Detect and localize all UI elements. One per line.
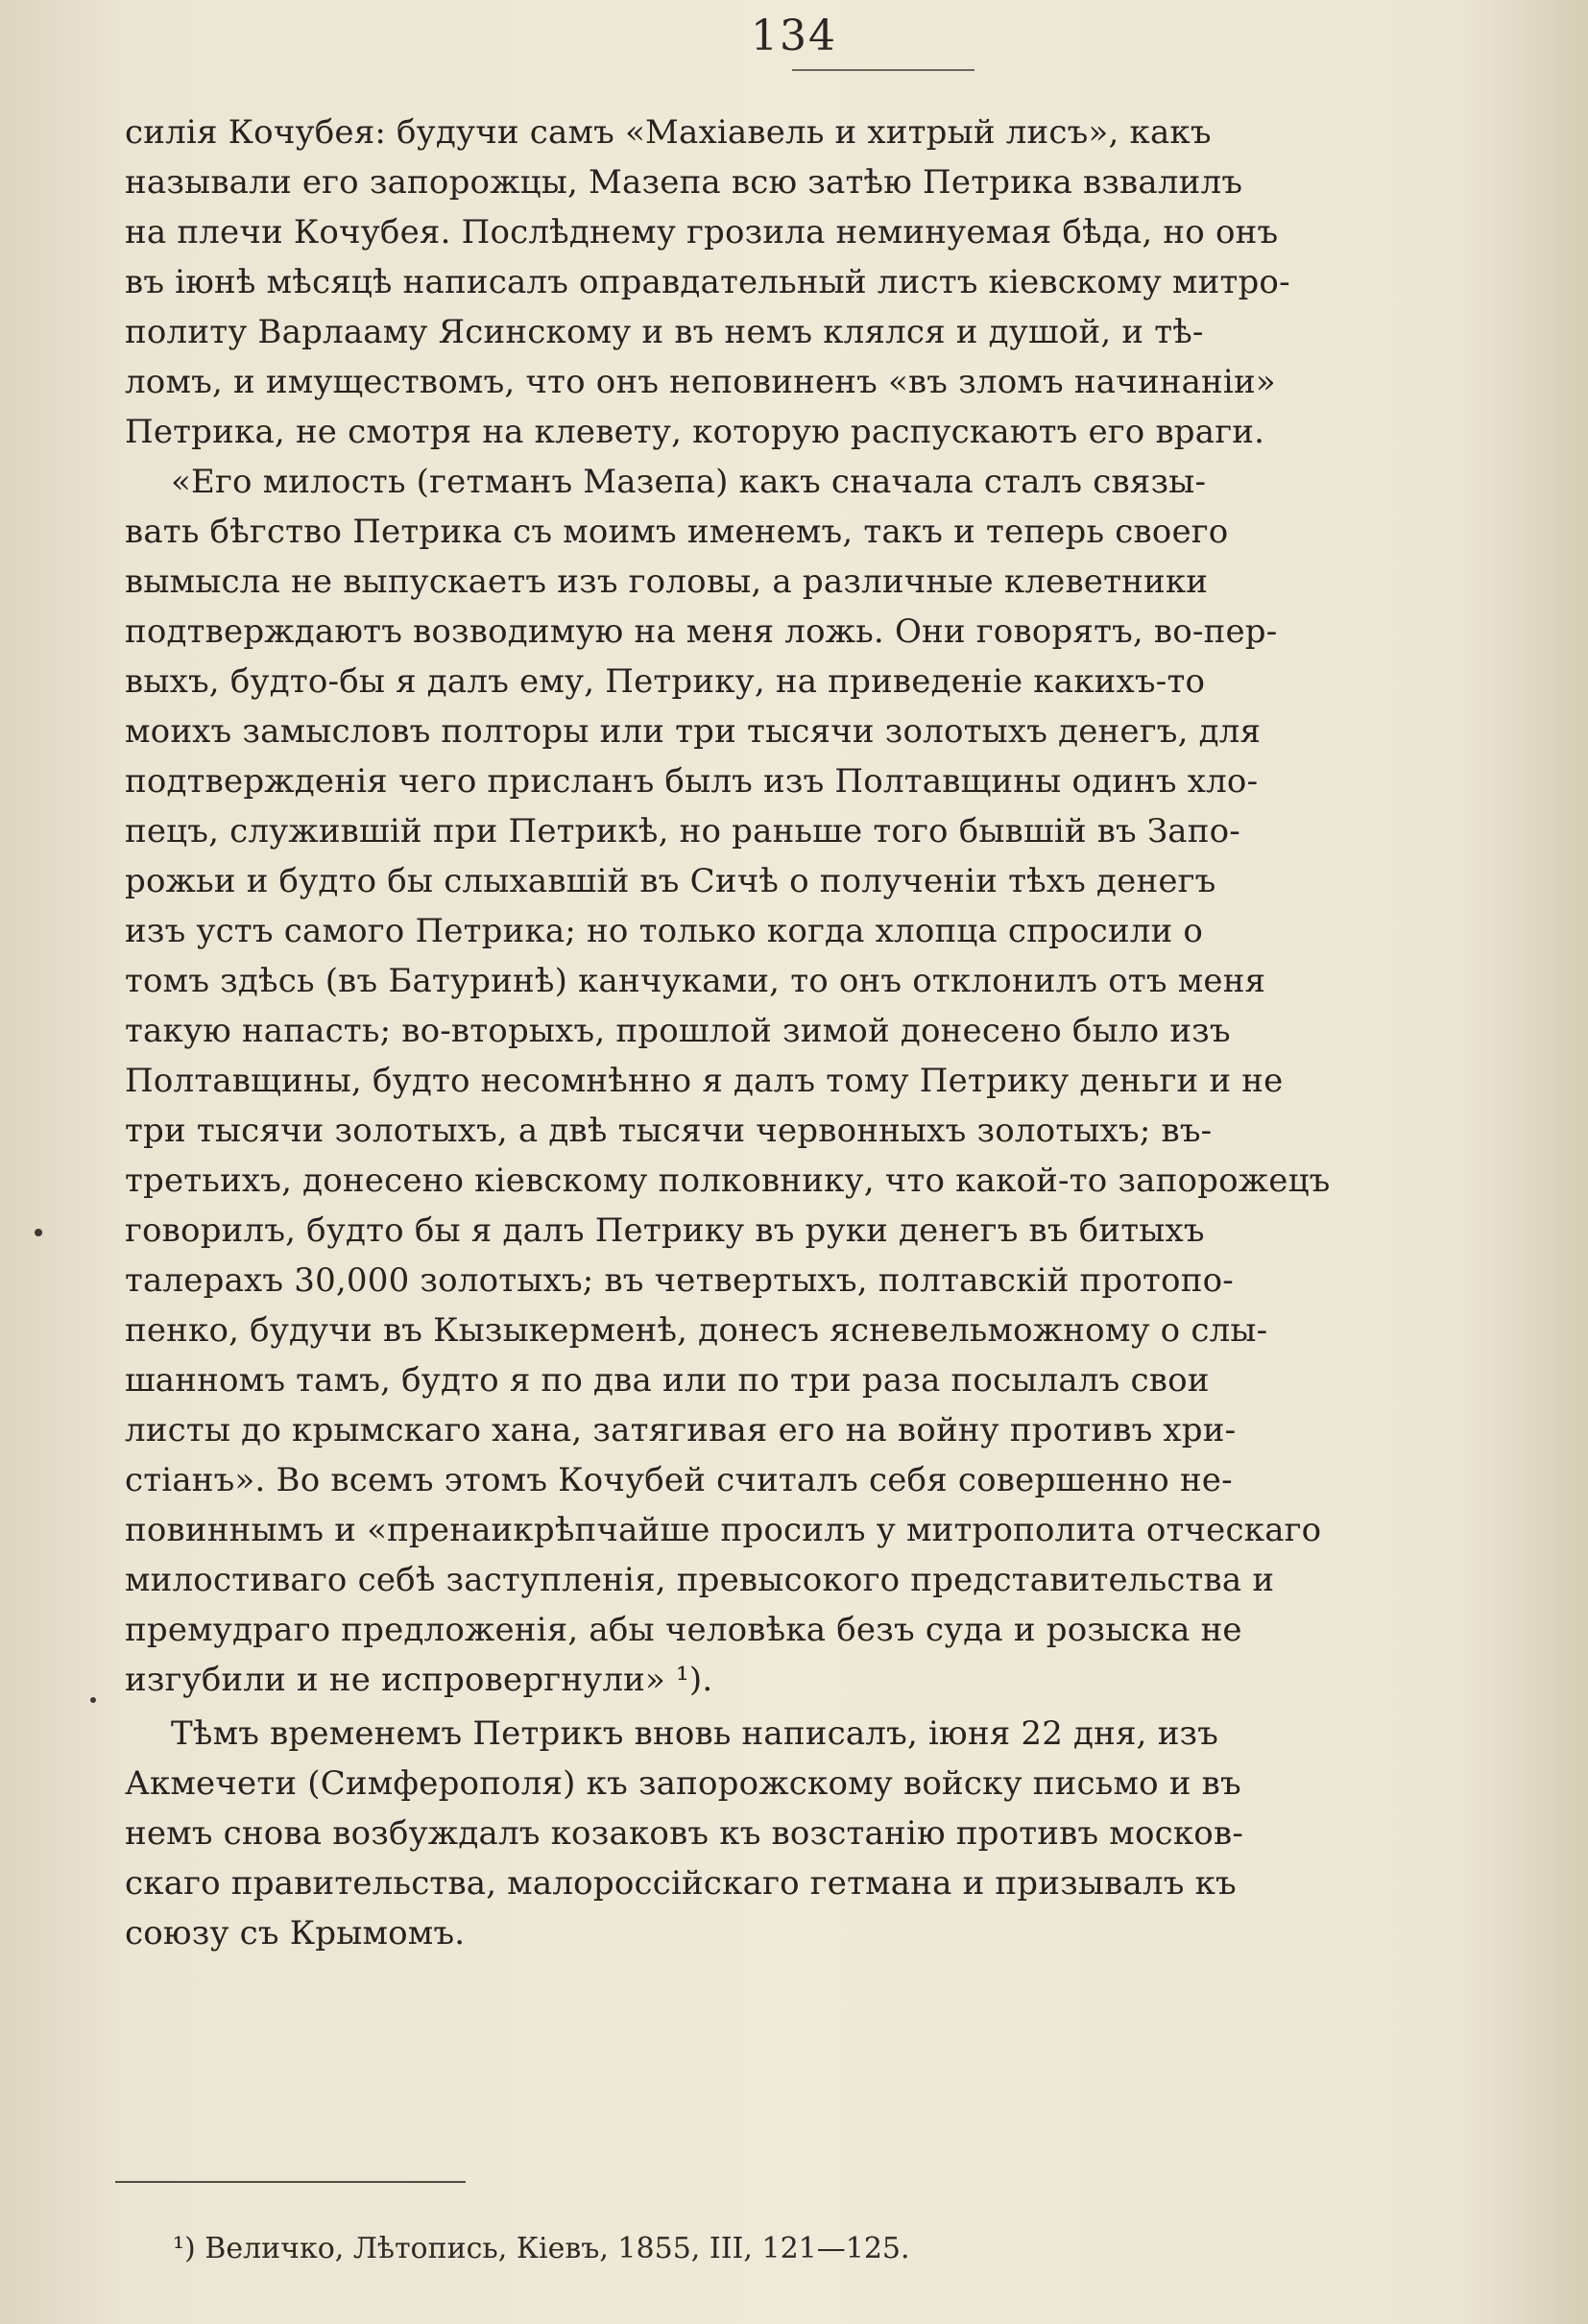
footnote-divider bbox=[115, 2181, 466, 2183]
text-line: вать бѣгство Петрика съ моимъ именемъ, такъ и теперь своего bbox=[125, 513, 1229, 551]
text-line: шанномъ тамъ, будто я по два или по три раза посылалъ свои bbox=[125, 1361, 1210, 1400]
text-line: три тысячи золотыхъ, а двѣ тысячи червонныхъ золотыхъ; въ- bbox=[125, 1112, 1213, 1150]
page-number: 134 bbox=[751, 12, 837, 60]
text-line: изъ устъ самого Петрика; но только когда хлопца спросили о bbox=[125, 912, 1204, 950]
text-line: Акмечети (Симферополя) къ запорожскому войску письмо и въ bbox=[125, 1764, 1241, 1803]
text-line: премудраго предложенія, абы человѣка безъ суда и розыска не bbox=[125, 1611, 1242, 1649]
text-line: томъ здѣсь (въ Батуринѣ) канчуками, то онъ отклонилъ отъ меня bbox=[125, 962, 1266, 1000]
margin-dot-mark bbox=[35, 1229, 42, 1236]
text-line: изгубили и не испровергнули» ¹). bbox=[125, 1661, 713, 1699]
text-line: союзу съ Крымомъ. bbox=[125, 1914, 466, 1953]
text-line: талерахъ 30,000 золотыхъ; въ четвертыхъ, полтавскій протопо- bbox=[125, 1261, 1234, 1300]
margin-dot-mark bbox=[90, 1697, 96, 1703]
text-line: рожьи и будто бы слыхавшій въ Сичѣ о полученіи тѣхъ денегъ bbox=[125, 862, 1216, 900]
text-line: скаго правительства, малороссійскаго гетмана и призывалъ къ bbox=[125, 1864, 1237, 1903]
text-line-paragraph-start: Тѣмъ временемъ Петрикъ вновь написалъ, іюня 22 дня, изъ bbox=[171, 1714, 1219, 1753]
footnote: ¹) Величко, Лѣтопись, Кіевъ, 1855, III, 121—125. bbox=[173, 2232, 910, 2265]
text-line: повиннымъ и «пренаикрѣпчайше просилъ у митрополита отческаго bbox=[125, 1511, 1322, 1549]
text-line: листы до крымскаго хана, затягивая его на войну противъ хри- bbox=[125, 1411, 1237, 1450]
text-line: въ іюнѣ мѣсяцѣ написалъ оправдательный листъ кіевскому митро- bbox=[125, 263, 1290, 301]
text-line: пецъ, служившій при Петрикѣ, но раньше того бывшій въ Запо- bbox=[125, 812, 1240, 851]
text-line: политу Варлааму Ясинскому и въ немъ клялся и душой, и тѣ- bbox=[125, 313, 1204, 351]
body-text bbox=[125, 108, 1588, 1958]
text-line: говорилъ, будто бы я далъ Петрику въ руки денегъ въ битыхъ bbox=[125, 1211, 1205, 1250]
text-line: милостиваго себѣ заступленія, превысокого представительства и bbox=[125, 1561, 1275, 1599]
text-line: стіанъ». Во всемъ этомъ Кочубей считалъ себя совершенно не- bbox=[125, 1461, 1233, 1499]
text-line: вымысла не выпускаетъ изъ головы, а различные клеветники bbox=[125, 563, 1209, 601]
text-line: силія Кочубея: будучи самъ «Махіавель и хитрый лисъ», какъ bbox=[125, 113, 1212, 152]
text-line-paragraph-start: «Его милость (гетманъ Мазепа) какъ сначала сталъ связы- bbox=[171, 463, 1207, 501]
text-line: третьихъ, донесено кіевскому полковнику, что какой-то запорожецъ bbox=[125, 1162, 1331, 1200]
text-line: Полтавщины, будто несомнѣнно я далъ тому Петрику деньги и не bbox=[125, 1062, 1284, 1100]
text-line: немъ снова возбуждалъ козаковъ къ возстанію противъ москов- bbox=[125, 1814, 1244, 1853]
text-line: пенко, будучи въ Кызыкерменѣ, донесъ ясневельможному о слы- bbox=[125, 1311, 1268, 1350]
text-line: моихъ замысловъ полторы или три тысячи золотыхъ денегъ, для bbox=[125, 712, 1262, 751]
text-line: выхъ, будто-бы я далъ ему, Петрику, на приведеніе какихъ-то bbox=[125, 662, 1206, 701]
page-number-rule bbox=[792, 69, 974, 71]
text-line: подтвержденія чего присланъ былъ изъ Полтавщины одинъ хло- bbox=[125, 762, 1259, 801]
text-line: называли его запорожцы, Мазепа всю затѣю Петрика взвалилъ bbox=[125, 163, 1243, 202]
text-line: Петрика, не смотря на клевету, которую распускаютъ его враги. bbox=[125, 413, 1265, 451]
text-line: ломъ, и имуществомъ, что онъ неповиненъ «въ зломъ начинаніи» bbox=[125, 363, 1276, 401]
text-line: на плечи Кочубея. Послѣднему грозила неминуемая бѣда, но онъ bbox=[125, 213, 1279, 252]
text-line: подтверждаютъ возводимую на меня ложь. Они говорятъ, во-пер- bbox=[125, 612, 1278, 651]
text-line: такую напасть; во-вторыхъ, прошлой зимой донесено было изъ bbox=[125, 1012, 1231, 1050]
